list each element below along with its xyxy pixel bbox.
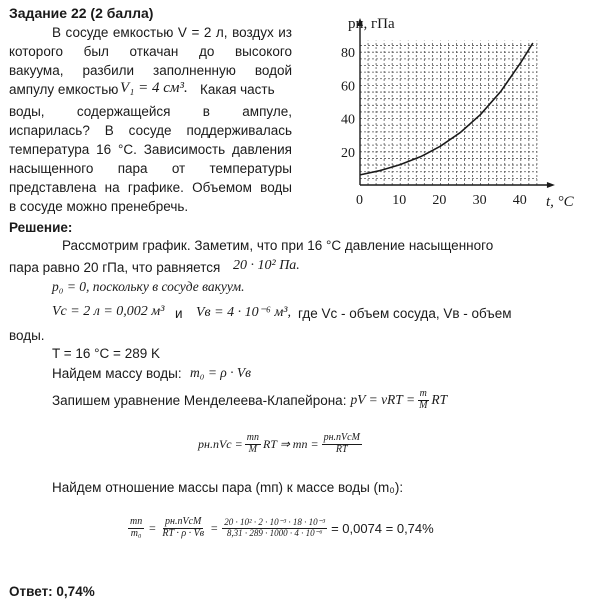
- problem-line: температура 16 °C. Зависимость давления: [9, 142, 292, 157]
- mk-text: Запишем уравнение Менделеева-Клапейрона:: [52, 392, 347, 408]
- r-frac3-den: 8,31 · 289 · 1000 · 4 · 10⁻⁶: [226, 527, 323, 538]
- chart-grid: [360, 41, 537, 185]
- f2-mid: RT ⇒ mп =: [262, 436, 319, 451]
- chart-axes: [357, 18, 555, 188]
- volume-description: где Vс - объем сосуда, Vв - объем: [298, 306, 512, 321]
- chart-ticks: [341, 46, 527, 208]
- r-frac2-den: RT · ρ · Vв: [162, 527, 205, 539]
- x-tick-label: 40: [512, 193, 527, 208]
- ratio-result: = 0,0074 = 0,74%: [331, 520, 434, 536]
- f2-frac2-num: pн.пVсM: [323, 432, 360, 443]
- temperature: T = 16 °C = 289 K: [52, 346, 160, 361]
- p0-statement: p₀ = 0, поскольку в сосуде вакуум.: [52, 279, 245, 294]
- mk-formula-right: RT: [431, 392, 448, 407]
- problem-line: Какая часть: [200, 82, 275, 97]
- y-tick-label: 80: [341, 46, 355, 62]
- water-volume: Vв = 4 · 10⁻⁶ м³,: [196, 305, 291, 320]
- x-tick-label: 30: [472, 193, 487, 208]
- solution-text: Рассмотрим график. Заметим, что при 16 °C давление насыщенного: [62, 238, 494, 253]
- r-frac1-den: m₀: [130, 527, 142, 539]
- vessel-volume: Vс = 2 л = 0,002 м³: [52, 304, 165, 319]
- f2-frac1-num: mп: [246, 432, 259, 443]
- problem-line: вакуума, разбили заполненную водой: [9, 63, 292, 78]
- f2-fraction-2: [322, 433, 362, 455]
- y-axis-label: pн, гПа: [348, 16, 395, 32]
- problem-line: представлена на графике. Объемом воды: [9, 180, 292, 195]
- pressure-curve: [360, 43, 533, 175]
- f2-left: pн.пVс =: [198, 436, 243, 451]
- r-fraction-3: [222, 518, 327, 538]
- problem-line: насыщенного пара от температуры: [9, 161, 292, 176]
- problem-title: Задание 22 (2 балла): [9, 5, 154, 21]
- mk-fraction: [417, 389, 429, 411]
- f2-fraction-1: [245, 433, 261, 455]
- solution-heading: Решение:: [9, 220, 73, 235]
- solution-text: пара равно 20 гПа, что равняется: [9, 260, 221, 275]
- water-mass-text: Найдем массу воды:: [52, 366, 182, 381]
- and-word: и: [175, 306, 183, 321]
- problem-line: ампулу емкостью: [9, 82, 119, 97]
- x-axis-arrow: [547, 182, 555, 188]
- problem-line: которого был откачан до высокого: [9, 44, 292, 59]
- water-mass-formula: m₀ = ρ · Vв: [190, 365, 252, 380]
- mendeleev-clapeyron: [52, 389, 447, 411]
- ampoule-volume: V₁ = 4 см³.: [120, 80, 188, 96]
- ratio-formula: $\frac{mп}{\text{m₀}}$ = $\frac{\text{pн.пVсM}}{RT \cdot \rho \cdot Vв}$ = $\frac{\text{20 · 10² · 2 · 10⁻³ · 18 · 10⁻³}}{\text{8,31 · 289 · 1000 · 4 · 10⁻⁶}}$ = 0,0074 = 0,74%: [130, 516, 434, 539]
- mk-fraction-den: M: [419, 399, 428, 411]
- r-frac3-num: 20 · 10² · 2 · 10⁻³ · 18 · 10⁻³: [224, 517, 326, 528]
- problem-line: В сосуде емкостью V = 2 л, воздух из: [52, 25, 292, 40]
- pressure-value: 20 · 10² Па.: [233, 258, 300, 273]
- mk-fraction-num: m: [419, 388, 427, 399]
- y-tick-label: 60: [341, 79, 355, 95]
- x-tick-label: 20: [432, 193, 447, 208]
- r-fraction-2: [160, 517, 206, 539]
- ratio-text: Найдем отношение массы пара (mп) к массе воды (m₀):: [52, 480, 404, 495]
- volume-description-end: воды.: [9, 328, 45, 343]
- x-tick-label: 0: [356, 193, 363, 208]
- x-axis-label: t, °C: [546, 194, 574, 210]
- r-fraction-1: [128, 517, 144, 539]
- mk-formula-left: pV = νRT =: [350, 392, 416, 407]
- saturated-pressure-chart: [300, 8, 589, 218]
- x-tick-label: 10: [392, 193, 407, 208]
- problem-line: в сосуде можно пренебречь.: [9, 199, 189, 214]
- y-tick-label: 40: [341, 112, 355, 128]
- problem-line: воды, содержащейся в ампуле,: [9, 104, 292, 119]
- answer: Ответ: 0,74%: [9, 584, 95, 599]
- f2-frac2-den: RT: [335, 443, 348, 455]
- y-tick-label: 20: [341, 145, 355, 161]
- formula-vapour-mass: [198, 433, 362, 455]
- problem-line: испарилась? В сосуде поддерживалась: [9, 123, 292, 138]
- f2-frac1-den: M: [248, 443, 257, 455]
- r-frac1-num: mп: [130, 516, 143, 527]
- r-frac2-num: pн.пVсM: [165, 516, 202, 527]
